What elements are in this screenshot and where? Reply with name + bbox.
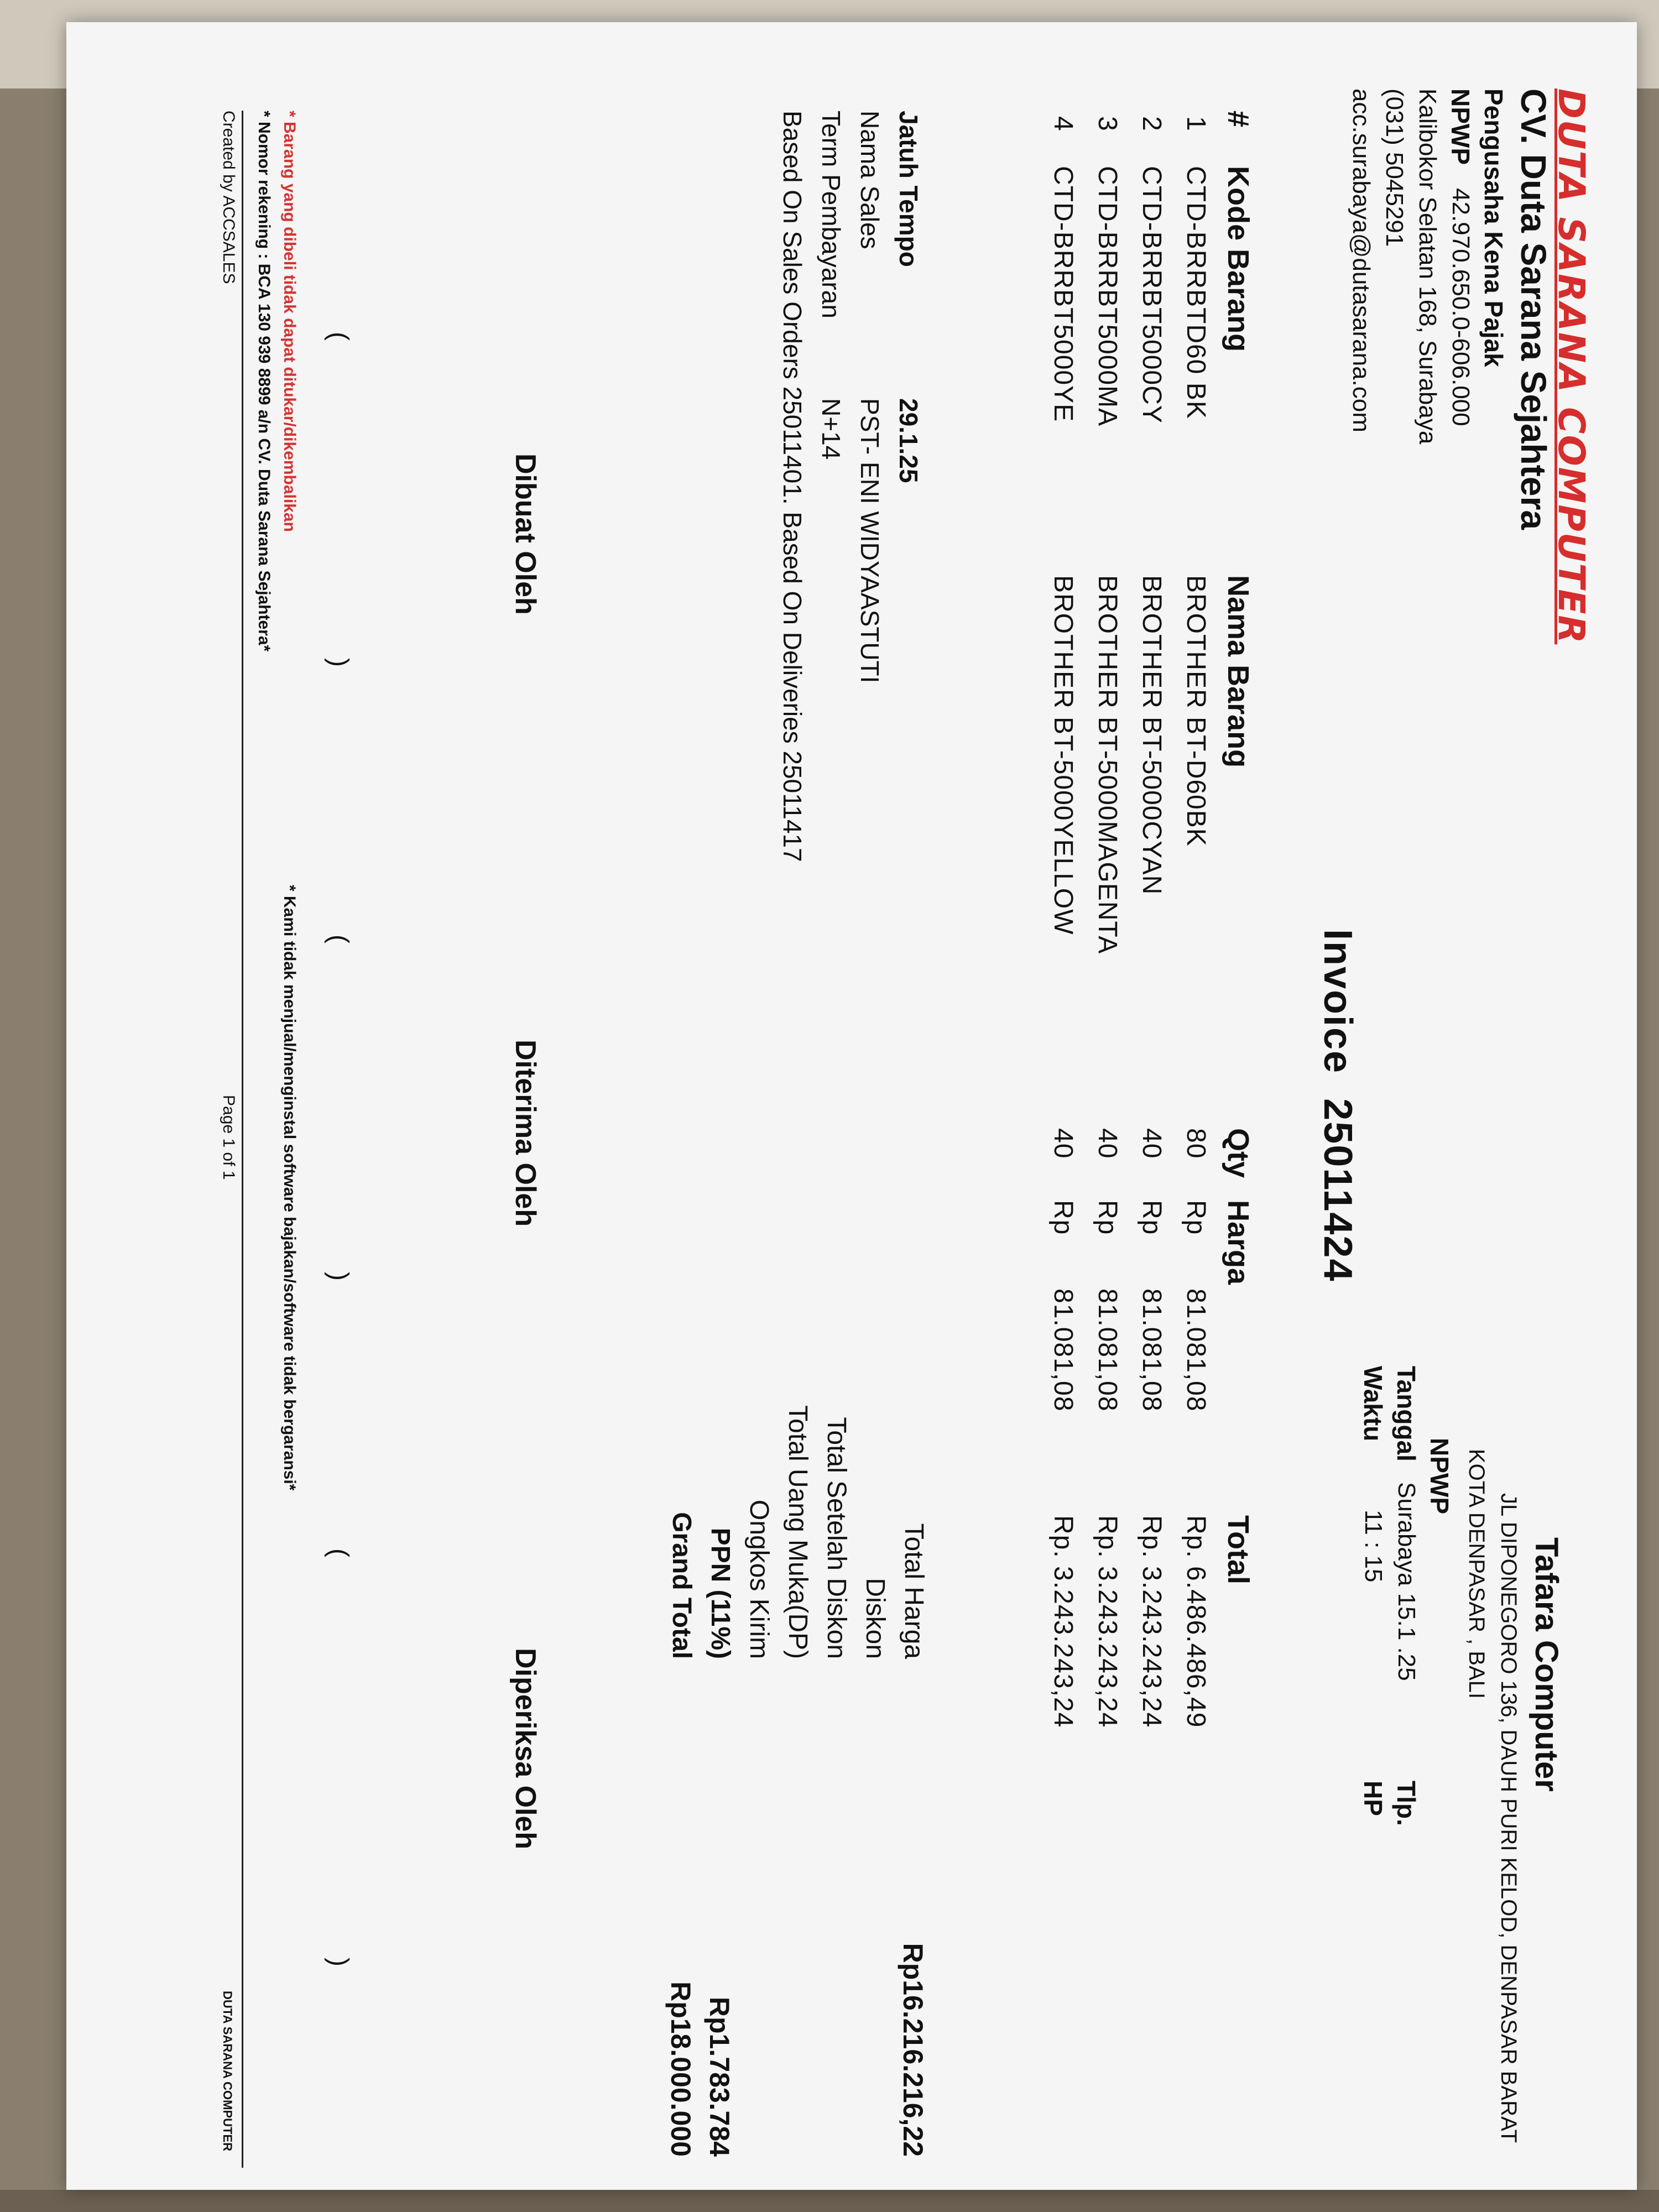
row-harga: 81.081,08 [1093, 1288, 1122, 1412]
seller-status: Pengusaha Kena Pajak [1479, 88, 1508, 367]
grand-total-value: Rp18.000.000 [665, 1981, 696, 2157]
row-kode: CTD-BRRBT5000CY [1137, 166, 1166, 424]
row-harga: 81.081,08 [1137, 1288, 1166, 1412]
jatuh-tempo-label: Jatuh Tempo [894, 111, 923, 267]
seller-logo: DUTA SARANA COMPUTER [1550, 88, 1593, 645]
col-header-qty: Qty [1222, 1128, 1255, 1178]
row-no: 3 [1093, 116, 1122, 132]
signature-open-paren: ( [324, 1548, 353, 1557]
buyer-address-line2: KOTA DENPASAR , BALI [1464, 1449, 1489, 1699]
row-qty: 40 [1137, 1128, 1166, 1159]
photo-background-bottom [0, 2190, 1659, 2212]
total-harga-label: Total Harga [899, 1523, 928, 1659]
seller-phone: (031) 5045291 [1381, 88, 1408, 247]
row-nama: BROTHER BT-5000CYAN [1137, 575, 1166, 895]
invoice-page [66, 22, 1637, 2190]
tanggal-value: Surabaya 15.1 .25 [1393, 1482, 1420, 1681]
row-no: 4 [1048, 116, 1078, 132]
sales-value: PST- ENI WIDYAASTUTI [855, 398, 884, 684]
ppn-label: PPN (11%) [706, 1527, 735, 1659]
signature-close-paren: ) [324, 658, 353, 667]
row-currency: Rp [1093, 1200, 1122, 1235]
row-kode: CTD-BRRBT5000YE [1048, 166, 1078, 422]
row-harga: 81.081,08 [1048, 1288, 1078, 1412]
uang-muka-label: Total Uang Muka(DP) [783, 1405, 812, 1659]
row-no: 2 [1137, 116, 1166, 132]
row-currency: Rp [1181, 1200, 1211, 1235]
row-total: Rp. 3.243.243,24 [1048, 1515, 1078, 1728]
grand-total-label: Grand Total [667, 1512, 696, 1659]
signature-open-paren: ( [324, 332, 353, 341]
row-total: Rp. 3.243.243,24 [1093, 1515, 1122, 1728]
seller-address: Kalibokor Selatan 168, Surabaya [1414, 88, 1441, 445]
row-nama: BROTHER BT-5000YELLOW [1048, 575, 1078, 935]
seller-npwp-label: NPWP [1446, 88, 1475, 165]
dibuat-oleh-label: Dibuat Oleh [509, 453, 541, 615]
row-no: 1 [1181, 116, 1211, 132]
row-nama: BROTHER BT-D60BK [1181, 575, 1211, 847]
buyer-name: Tafara Computer [1528, 1537, 1564, 1792]
col-header-total: Total [1222, 1515, 1255, 1584]
seller-email: acc.surabaya@dutasarana.com [1348, 88, 1375, 432]
waktu-value: 11 : 15 [1360, 1510, 1387, 1583]
term-value: N+14 [817, 398, 846, 460]
tlp-label: Tlp. [1392, 1781, 1421, 1826]
note-rekening: * Nomor rekening : BCA 130 939 8899 a/n CV. Duta Sarana Sejahtera* [255, 111, 273, 652]
ppn-value: Rp1.783.784 [704, 1996, 735, 2157]
signature-open-paren: ( [324, 935, 353, 943]
col-header-kode: Kode Barang [1222, 166, 1255, 352]
hp-label: HP [1359, 1781, 1387, 1816]
ongkos-kirim-label: Ongkos Kirim [744, 1499, 774, 1659]
footer-logo: DUTA SARANA COMPUTER [221, 1991, 234, 2152]
buyer-npwp-label: NPWP [1425, 1438, 1454, 1514]
col-header-harga: Harga [1222, 1200, 1255, 1285]
row-kode: CTD-BRRBT5000MA [1093, 166, 1122, 427]
diterima-oleh-label: Diterima Oleh [509, 1040, 541, 1227]
term-label: Term Pembayaran [817, 111, 846, 319]
row-currency: Rp [1048, 1200, 1078, 1235]
signature-close-paren: ) [324, 1272, 353, 1281]
diperiksa-oleh-label: Diperiksa Oleh [509, 1648, 541, 1850]
sales-label: Nama Sales [855, 111, 884, 249]
tanggal-label: Tanggal [1392, 1366, 1421, 1462]
buyer-address-line1: JL DIPONEGORO 136, DAUH PURI KELOD, DENPASAR BARAT [1496, 1493, 1521, 2143]
footer-created-by: Created by ACCSALES [220, 111, 238, 284]
diskon-label: Diskon [860, 1578, 890, 1659]
waktu-label: Waktu [1359, 1366, 1387, 1442]
invoice-number: 25011424 [1316, 1098, 1360, 1282]
footer-divider [242, 111, 243, 2168]
row-total: Rp. 3.243.243,24 [1137, 1515, 1166, 1728]
invoice-title [1315, 929, 1360, 1282]
col-header-no: # [1222, 111, 1255, 128]
row-qty: 40 [1093, 1128, 1122, 1159]
jatuh-tempo-value: 29.1.25 [894, 398, 923, 483]
col-header-nama: Nama Barang [1222, 575, 1255, 768]
note-software: * Kami tidak menjual/menginstal software bajakan/software tidak bergaransi* [280, 885, 299, 1491]
based-on-text: Based On Sales Orders 25011401. Based On Deliveries 25011417 [778, 111, 807, 862]
total-harga-value: Rp16.216.216,22 [898, 1943, 928, 2157]
row-currency: Rp [1137, 1200, 1166, 1235]
invoice-paper [66, 22, 1637, 2190]
row-nama: BROTHER BT-5000MAGENTA [1093, 575, 1122, 954]
note-no-return: * Barang yang dibeli tidak dapat ditukar/dikembalikan [280, 111, 299, 532]
invoice-label: Invoice [1316, 929, 1360, 1074]
signature-close-paren: ) [324, 1958, 353, 1966]
row-qty: 40 [1048, 1128, 1078, 1159]
seller-name: CV. Duta Sarana Sejahtera [1514, 88, 1553, 530]
row-qty: 80 [1181, 1128, 1211, 1159]
setelah-diskon-label: Total Setelah Diskon [822, 1417, 851, 1659]
row-kode: CTD-BRRBTD60 BK [1181, 166, 1211, 419]
seller-npwp: 42.970.650.0-606.000 [1447, 188, 1474, 426]
row-harga: 81.081,08 [1181, 1288, 1211, 1412]
row-total: Rp. 6.486.486,49 [1181, 1515, 1211, 1728]
footer-page-number: Page 1 of 1 [220, 1095, 238, 1180]
